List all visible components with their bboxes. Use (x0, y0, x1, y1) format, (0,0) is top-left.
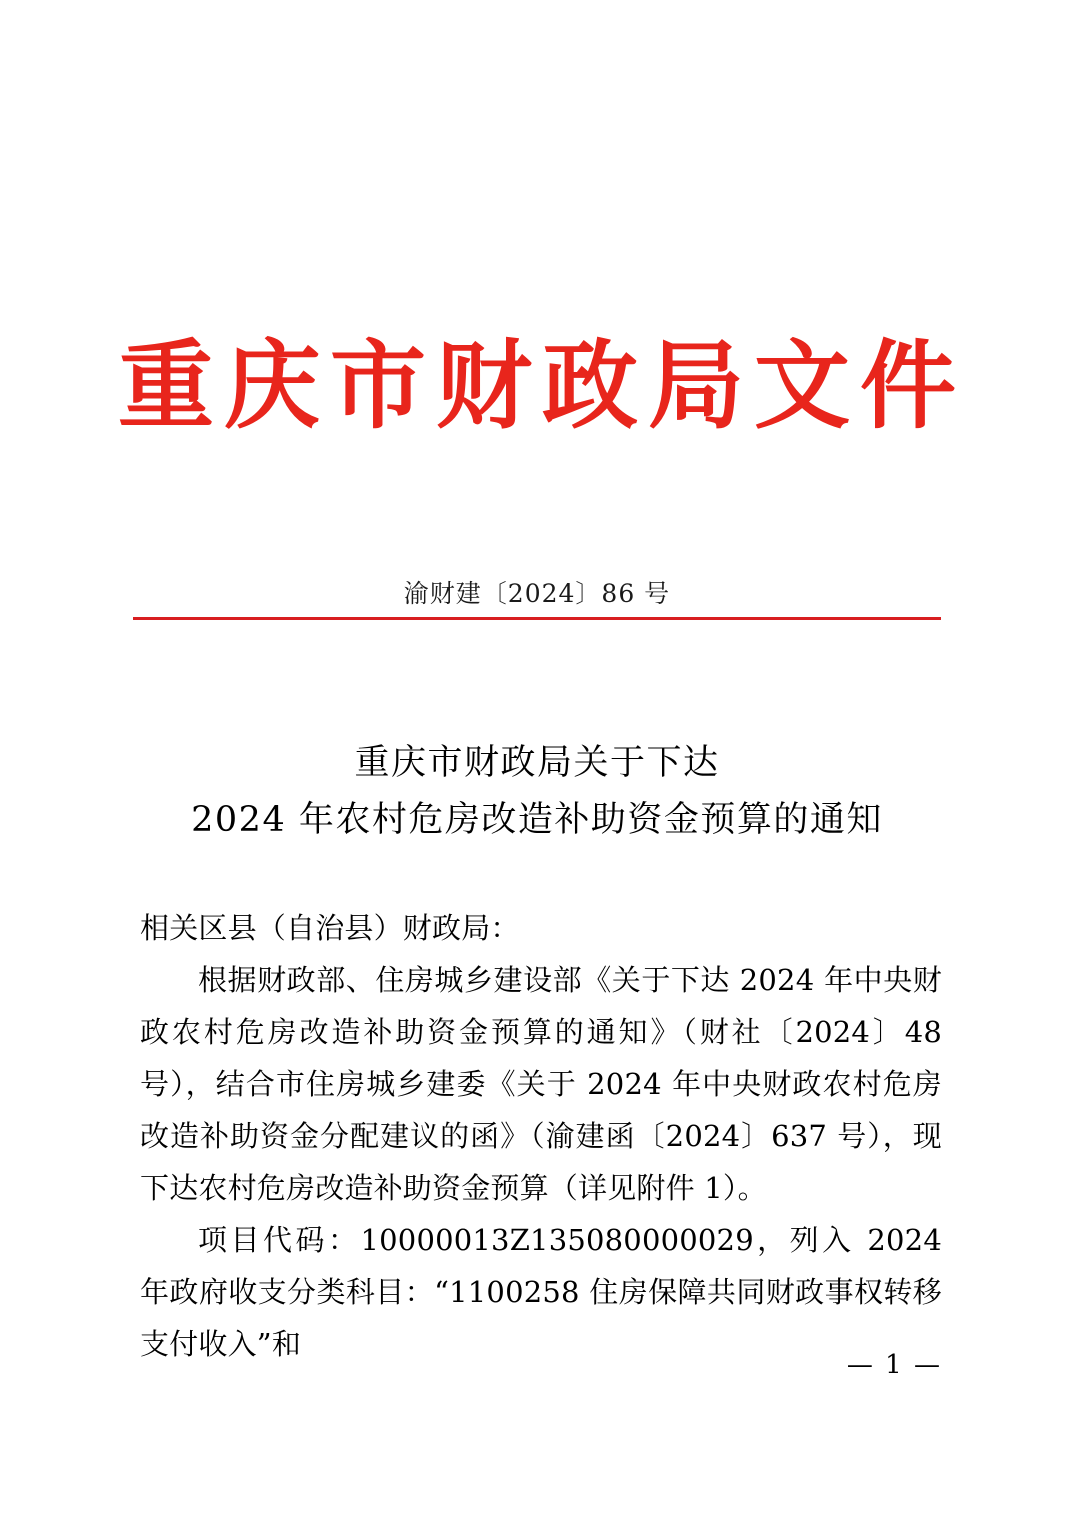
masthead-title: 重庆市财政局文件 (118, 329, 966, 442)
salutation: 相关区县（自治县）财政局： (140, 911, 520, 945)
masthead (0, 329, 1074, 442)
page-number: — 1 — (846, 1350, 942, 1380)
document-number: 渝财建〔2024〕86 号 (403, 579, 671, 608)
body-paragraph: 项目代码：10000013Z135080000029，列入 2024 年政府收支分类科目：“1100258 住房保障共同财政事权转移支付收入”和 (140, 1223, 942, 1361)
red-divider-rule (133, 617, 941, 620)
page-title (137, 735, 937, 849)
document-body (140, 902, 942, 1370)
page-title-line-2: 2024 年农村危房改造补助资金预算的通知 (191, 800, 883, 840)
body-paragraph: 根据财政部、住房城乡建设部《关于下达 2024 年中央财政农村危房改造补助资金预算的通知》（财社〔2024〕48 号），结合市住房城乡建委《关于 2024 年中央财政农村危房改造补助资金分配建议的函》（渝建函〔2024〕637 号），现下达农村危房改造补助资金预算（详见附件 1）。 (140, 963, 942, 1205)
page-title-line-1: 重庆市财政局关于下达 (354, 743, 720, 783)
